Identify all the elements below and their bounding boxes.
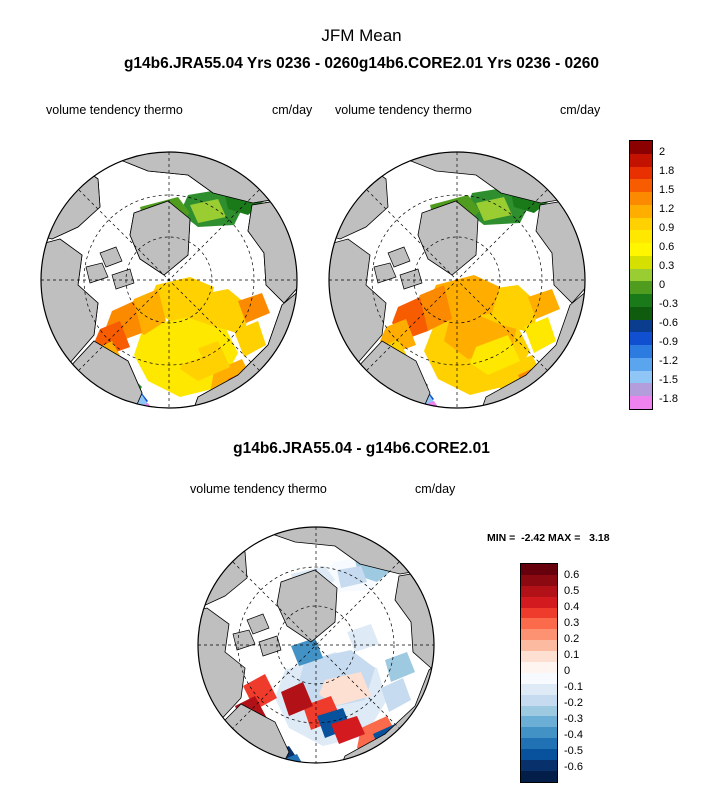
colorbar-main-tick-0: 2 bbox=[659, 146, 666, 158]
colorbar-diff-tick-1: 0.5 bbox=[564, 585, 580, 597]
colorbar-diff-tick-5: 0.1 bbox=[564, 649, 580, 661]
page-title: JFM Mean bbox=[321, 26, 402, 45]
colorbar-main-tick-12: -1.5 bbox=[659, 374, 678, 386]
colorbar-main-tick-13: -1.8 bbox=[659, 393, 678, 405]
right-units-label: cm/day bbox=[560, 103, 601, 117]
colorbar-diff-tick-2: 0.4 bbox=[564, 601, 580, 613]
difference-variable-label: volume tendency thermo bbox=[190, 482, 327, 496]
colorbar-diff-tick-12: -0.6 bbox=[564, 761, 583, 773]
colorbar-diff-tick-7: -0.1 bbox=[564, 681, 583, 693]
difference-units-label: cm/day bbox=[415, 482, 456, 496]
colorbar-main-tick-7: 0 bbox=[659, 279, 666, 291]
colorbar-diff-tick-9: -0.3 bbox=[564, 713, 583, 725]
colorbar-diff-tick-0: 0.6 bbox=[564, 569, 580, 581]
colorbar-main-tick-6: 0.3 bbox=[659, 260, 675, 272]
colorbar-main-swatches bbox=[629, 140, 653, 410]
map-difference bbox=[185, 510, 447, 785]
left-variable-label: volume tendency thermo bbox=[46, 103, 183, 117]
colorbar-diff-tick-3: 0.3 bbox=[564, 617, 580, 629]
colorbar-main-tick-11: -1.2 bbox=[659, 355, 678, 367]
right-variable-label: volume tendency thermo bbox=[335, 103, 472, 117]
colorbar-diff-tick-10: -0.4 bbox=[564, 729, 583, 741]
map-left bbox=[38, 135, 300, 430]
colorbar-main-tick-3: 1.2 bbox=[659, 203, 675, 215]
colorbar-main-tick-5: 0.6 bbox=[659, 241, 675, 253]
colorbar-diff-tick-4: 0.2 bbox=[564, 633, 580, 645]
colorbar-main-tick-1: 1.8 bbox=[659, 165, 675, 177]
colorbar-difference-swatches bbox=[520, 563, 558, 783]
colorbar-diff-tick-8: -0.2 bbox=[564, 697, 583, 709]
colorbar-main-tick-2: 1.5 bbox=[659, 184, 675, 196]
map-right bbox=[326, 135, 588, 430]
colorbar-diff-tick-11: -0.5 bbox=[564, 745, 583, 757]
colorbar-main-tick-8: -0.3 bbox=[659, 298, 678, 310]
minmax-label: MIN = -2.42 MAX = 3.18 bbox=[487, 532, 610, 544]
difference-title: g14b6.JRA55.04 - g14b6.CORE2.01 bbox=[233, 440, 490, 457]
colorbar-main-tick-4: 0.9 bbox=[659, 222, 675, 234]
colorbar-main-tick-10: -0.9 bbox=[659, 336, 678, 348]
left-units-label: cm/day bbox=[272, 103, 313, 117]
colorbar-difference bbox=[520, 563, 630, 785]
colorbar-diff-tick-6: 0 bbox=[564, 665, 571, 677]
panel-header: g14b6.JRA55.04 Yrs 0236 - 0260g14b6.CORE2.01 Yrs 0236 - 0260 bbox=[123, 55, 600, 72]
colorbar-main-tick-9: -0.6 bbox=[659, 317, 678, 329]
colorbar-main bbox=[629, 140, 713, 412]
